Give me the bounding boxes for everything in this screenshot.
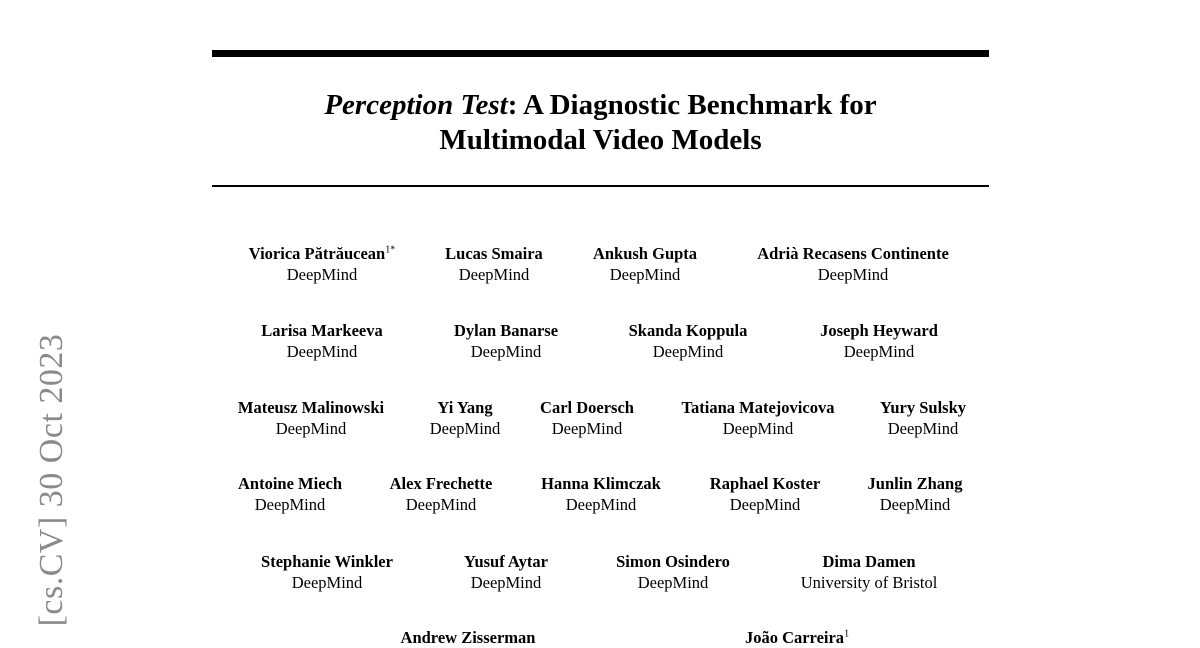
paper-title — [212, 88, 989, 158]
author-affiliation: DeepMind — [429, 419, 501, 438]
author-affiliation: DeepMind — [286, 265, 358, 284]
author-name: Joseph Heyward — [820, 321, 938, 340]
author-name: Simon Osindero — [616, 552, 730, 571]
author — [616, 551, 730, 593]
title-italic: Perception Test — [324, 89, 508, 121]
author-affiliation: DeepMind — [458, 265, 530, 284]
author-name: Yi Yang — [437, 398, 493, 417]
top-rule — [212, 50, 989, 57]
author-affil-marker: 1* — [385, 244, 396, 256]
author-name: Larisa Markeeva — [261, 321, 383, 340]
author — [801, 551, 938, 593]
author-name: Viorica Pătrăucean$^{1*}$ — [248, 244, 396, 263]
author-affiliation: DeepMind — [470, 342, 542, 361]
author — [541, 473, 661, 515]
author-name: Dima Damen — [822, 552, 916, 571]
author-name: Dylan Banarse — [453, 321, 559, 340]
author-name: Carl Doersch — [540, 398, 634, 417]
author-affiliation: DeepMind — [817, 265, 889, 284]
author-affiliation: DeepMind — [291, 573, 363, 592]
author-name: Antoine Miech — [237, 474, 343, 493]
author-affiliation: DeepMind — [879, 495, 951, 514]
author — [464, 551, 548, 593]
author-affiliation: DeepMind — [470, 573, 542, 592]
author-affiliation: DeepMind — [275, 419, 347, 438]
author — [390, 473, 493, 515]
author-name: Mateusz Malinowski — [237, 398, 385, 417]
author — [757, 243, 949, 285]
author-affiliation: DeepMind — [609, 265, 681, 284]
bottom-rule — [212, 185, 989, 187]
author — [261, 320, 382, 362]
title-rest: : A Diagnostic Benchmark for — [507, 89, 877, 121]
author-name: Tatiana Matejovicova — [681, 398, 835, 417]
author-affiliation: University of Bristol — [800, 573, 938, 592]
author — [238, 473, 342, 515]
author-name: Adrià Recasens Continente — [757, 244, 949, 263]
author — [430, 397, 501, 439]
author — [454, 320, 558, 362]
author — [710, 473, 820, 515]
author — [445, 243, 543, 285]
author-affiliation: DeepMind — [254, 495, 326, 514]
author-affiliation: DeepMind — [565, 495, 637, 514]
author-affiliation: DeepMind — [551, 419, 623, 438]
author-name: João Carreira$^1$ — [744, 628, 850, 647]
author-name: Ankush Gupta — [592, 244, 698, 263]
author-affiliation: DeepMind — [405, 495, 477, 514]
author-affil-marker: 1 — [844, 628, 850, 640]
author-name: Junlin Zhang — [867, 474, 963, 493]
arxiv-stamp-text: [cs.CV] 30 Oct 2023 — [33, 333, 70, 627]
author-name: Yusuf Aytar — [464, 552, 548, 571]
author-affiliation: DeepMind — [652, 342, 724, 361]
title-line-2: Multimodal Video Models — [439, 124, 762, 156]
author-affiliation: DeepMind — [286, 342, 358, 361]
author-name: Stephanie Winkler — [261, 552, 393, 571]
author-name: Yury Sulsky — [879, 398, 967, 417]
author — [880, 397, 966, 439]
author — [682, 397, 835, 439]
author — [238, 397, 384, 439]
author — [745, 627, 849, 648]
title-line-1 — [212, 88, 989, 123]
author-affiliation: DeepMind — [887, 419, 959, 438]
author-name: Raphael Koster — [709, 474, 821, 493]
author — [868, 473, 963, 515]
author-name: Andrew Zisserman — [400, 628, 536, 647]
author — [820, 320, 938, 362]
author — [261, 551, 393, 593]
author-name: Alex Frechette — [389, 474, 493, 493]
author — [540, 397, 634, 439]
author-affiliation: DeepMind — [843, 342, 915, 361]
author-name: Skanda Koppula — [628, 321, 748, 340]
author — [593, 243, 697, 285]
author-name: Lucas Smaira — [445, 244, 543, 263]
author — [401, 627, 536, 648]
author — [249, 243, 395, 285]
author-affiliation: DeepMind — [637, 573, 709, 592]
author-affiliation: DeepMind — [729, 495, 801, 514]
author-affiliation: DeepMind — [722, 419, 794, 438]
author-name: Hanna Klimczak — [541, 474, 661, 493]
author — [629, 320, 748, 362]
